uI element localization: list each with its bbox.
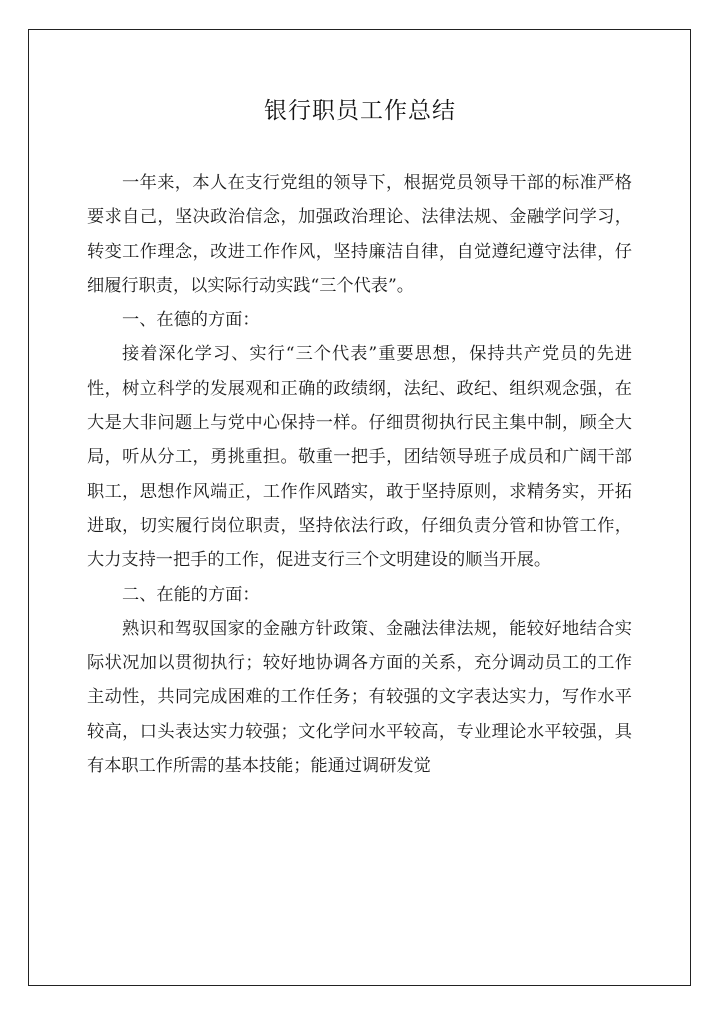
paragraph-morality: 接着深化学习、实行“三个代表”重要思想，保持共产党员的先进性，树立科学的发展观和正确的政绩纲，法纪、政纪、组织观念强，在大是大非问题上与党中心保持一样。仔细贯彻执行民主集中制，顾全大局，听从分工，勇挑重担。敬重一把手，团结领导班子成员和广阔干部职工，思想作风端正，工作作风踏实，敢于坚持原则，求精务实，开拓进取，切实履行岗位职责，坚持依法行政，仔细负责分管和协管工作，大力支持一把手的工作，促进支行三个文明建设的顺当开展。 [87, 344, 632, 571]
section-heading-ability: 二、在能的方面： [122, 584, 260, 605]
section-heading-morality: 一、在德的方面： [122, 310, 260, 331]
paragraph-intro: 一年来，本人在支行党组的领导下，根据党员领导干部的标准严格要求自己，坚决政治信念，加强政治理论、法律法规、金融学问学习，转变工作理念，改进工作作风，坚持廉洁自律，自觉遵纪遵守法律，仔细履行职责，以实际行动实践“三个代表”。 [87, 173, 632, 296]
document-body [87, 166, 632, 783]
document-title: 银行职员工作总结 [264, 98, 456, 124]
paragraph-ability: 熟识和驾驭国家的金融方针政策、金融法律法规，能较好地结合实际状况加以贯彻执行；较好地协调各方面的关系，充分调动员工的工作主动性，共同完成困难的工作任务；有较强的文字表达实力，写作水平较高，口头表达实力较强；文化学问水平较高，专业理论水平较强，具有本职工作所需的基本技能；能通过调研发觉 [87, 618, 632, 777]
